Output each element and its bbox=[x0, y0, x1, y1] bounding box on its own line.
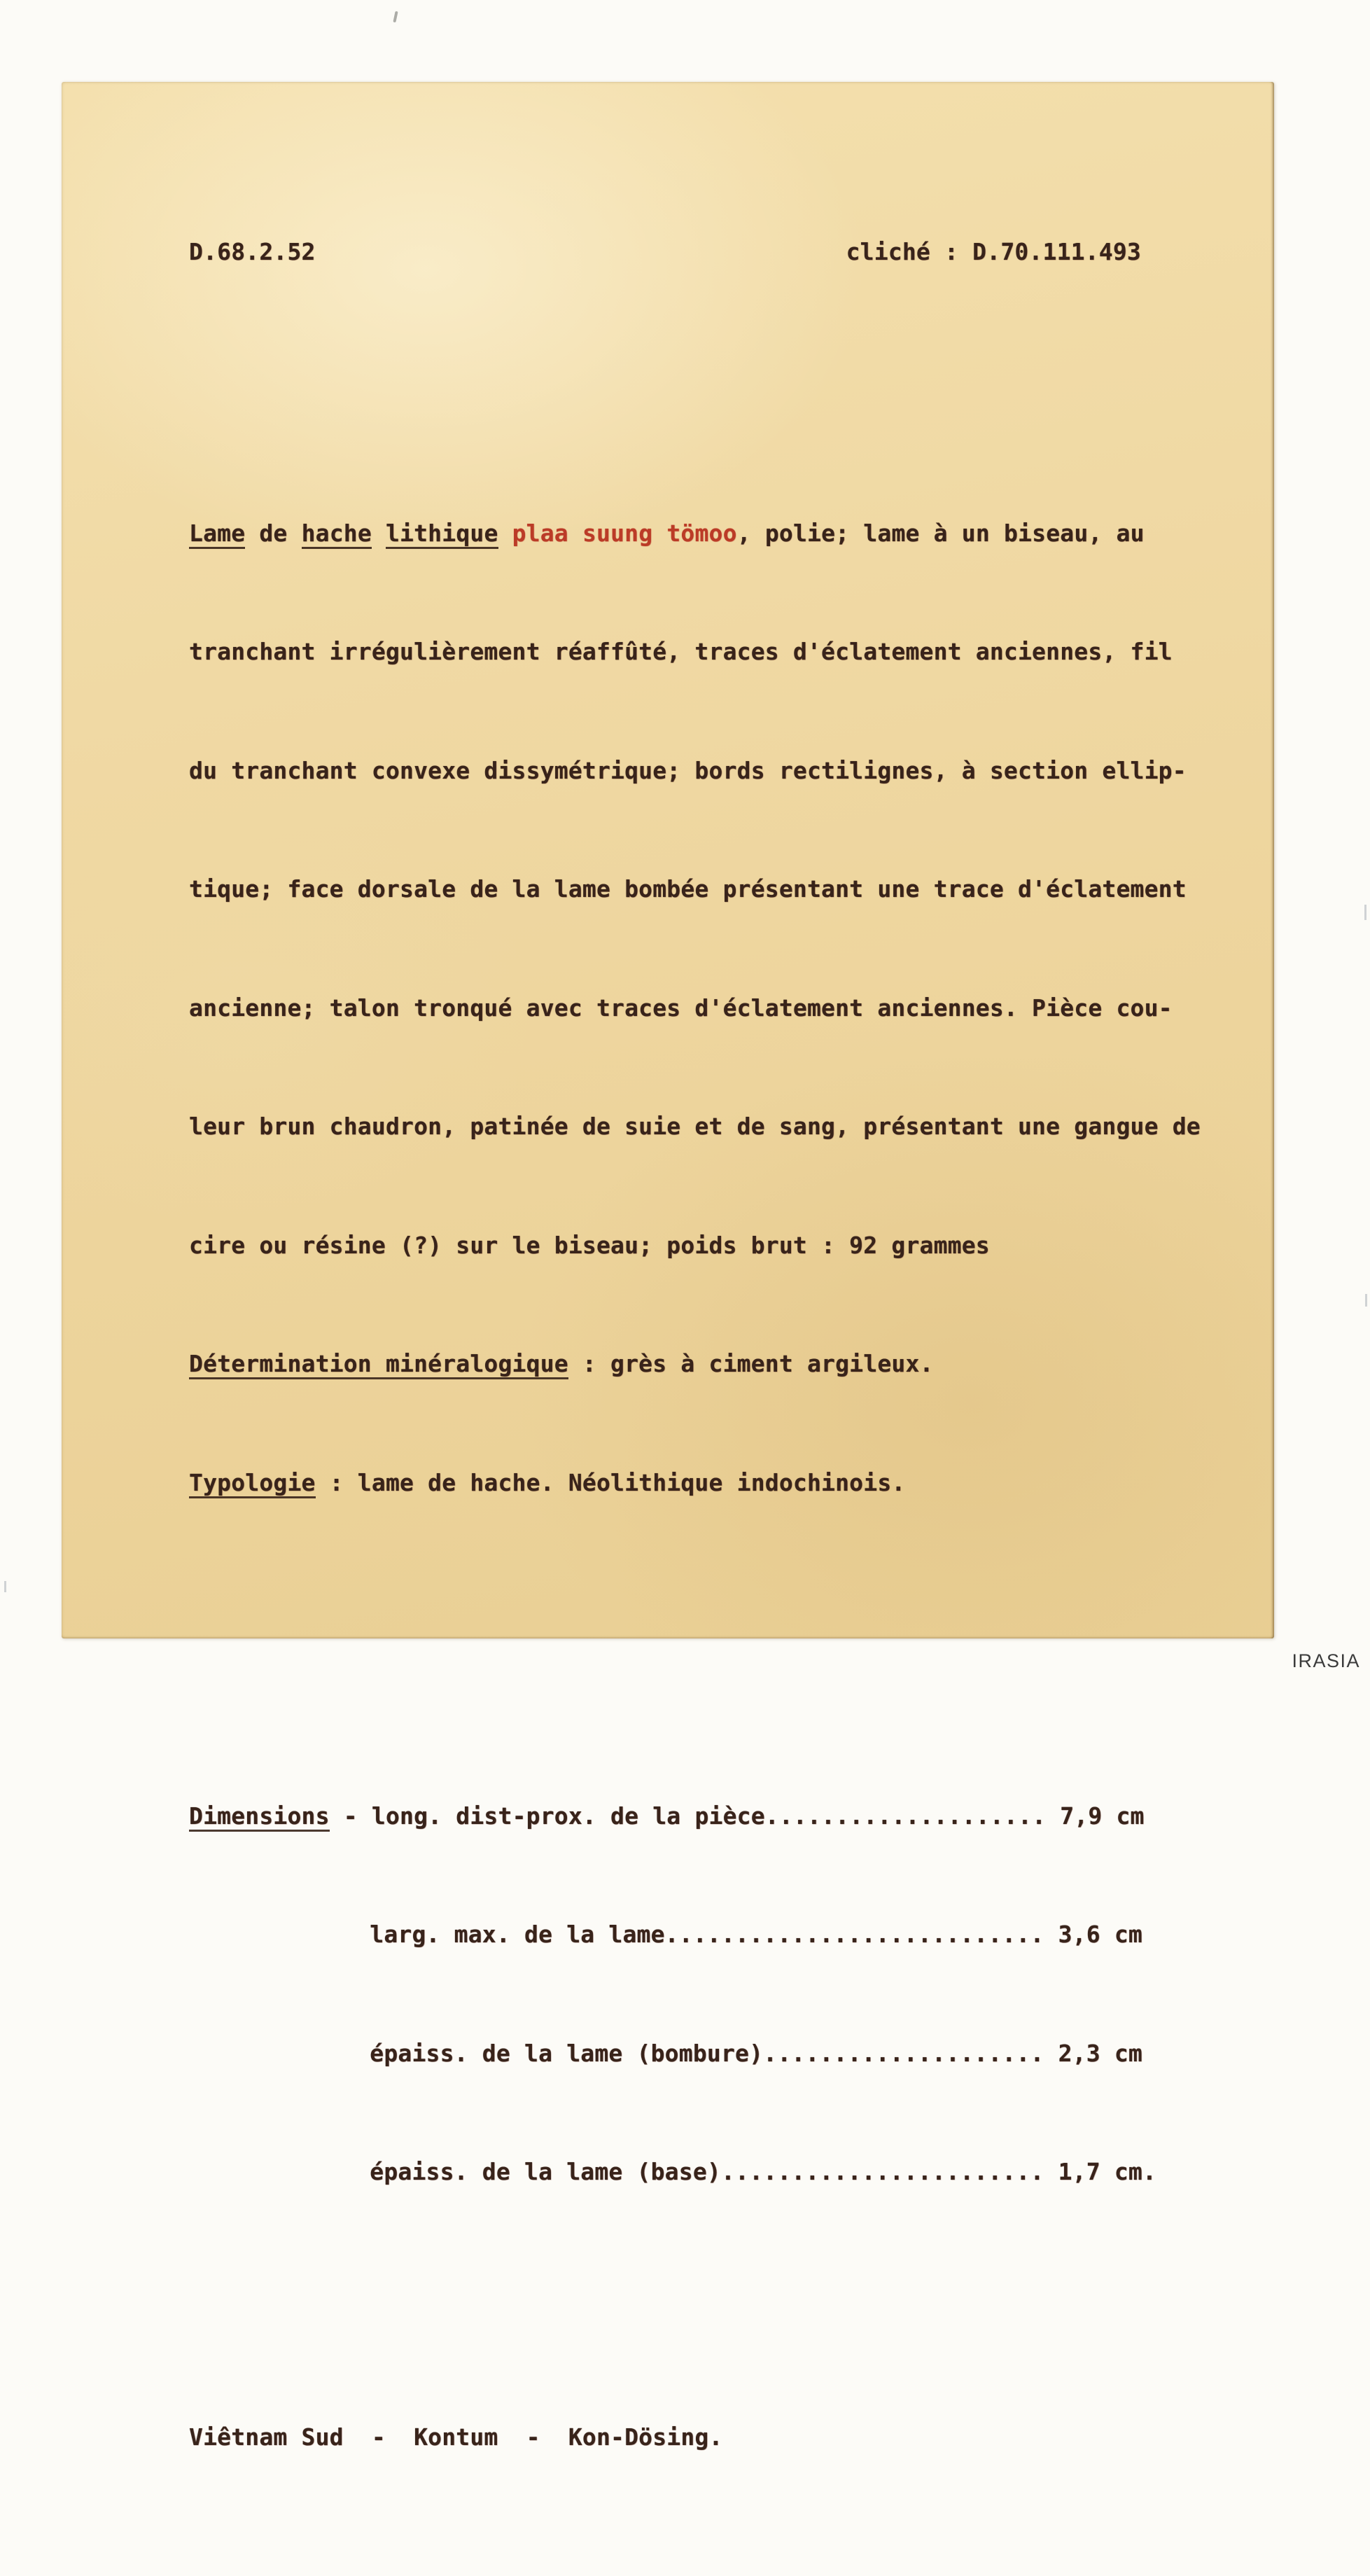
dimension-line: épaiss. de la lame (bombure).................... 2,3 cm bbox=[370, 2039, 1142, 2067]
description-line: du tranchant convexe dissymétrique; bords rectilignes, à section ellip- bbox=[189, 756, 1187, 784]
description-line: tique; face dorsale de la lame bombée présentant une trace d'éclatement bbox=[189, 875, 1187, 903]
provenance-line: Viêtnam Sud - Kontum - Kon-Dösing. bbox=[189, 2423, 723, 2451]
vernacular-name: plaa suung tömoo bbox=[512, 519, 737, 547]
typology-label: Typologie bbox=[189, 1469, 316, 1498]
description-line: ancienne; talon tronqué avec traces d'éclatement anciennes. Pièce cou- bbox=[189, 994, 1173, 1022]
mineralogy-label: Détermination minéralogique bbox=[189, 1350, 568, 1379]
catalog-card-paper bbox=[62, 82, 1274, 2451]
dimensions-block bbox=[189, 1718, 1183, 2271]
term-hache: hache bbox=[302, 520, 372, 549]
dimension-line: épaiss. de la lame (base)....................... 1,7 cm. bbox=[370, 2158, 1157, 2185]
term-lame: Lame bbox=[189, 520, 245, 549]
irasia-watermark: IRASIA bbox=[1292, 1650, 1360, 1671]
scan-artifact-tick bbox=[393, 11, 398, 22]
description-line: leur brun chaudron, patinée de suie et de sang, présentant une gangue de bbox=[189, 1113, 1201, 1140]
typewritten-content bbox=[189, 113, 1201, 2576]
card-header bbox=[189, 232, 1183, 272]
mineralogy-line: Détermination minéralogique : grès à ciment argileux. bbox=[189, 1344, 1183, 1384]
description-line: cire ou résine (?) sur le biseau; poids brut : 92 grammes bbox=[189, 1231, 990, 1259]
scan-artifact-dash bbox=[4, 1581, 6, 1592]
dimension-line: larg. max. de la lame........................... 3,6 cm bbox=[370, 1921, 1142, 1948]
dimension-line: Dimensions - long. dist-prox. de la pièce.................... 7,9 cm bbox=[189, 1797, 1183, 1837]
inventory-number: D.68.2.52 bbox=[189, 237, 316, 265]
dimensions-label: Dimensions bbox=[189, 1802, 330, 1832]
scan-artifact-dash bbox=[1365, 1294, 1367, 1307]
description-line: tranchant irrégulièrement réaffûté, traces d'éclatement anciennes, fil bbox=[189, 638, 1173, 665]
description-paragraph bbox=[189, 435, 1201, 1582]
term-lithique: lithique bbox=[386, 520, 498, 549]
typology-line: Typologie : lame de hache. Néolithique indochinois. bbox=[189, 1463, 1183, 1503]
scan-artifact-dash bbox=[1364, 905, 1366, 920]
description-line: Lame de hache lithique plaa suung tömoo, polie; lame à un biseau, au bbox=[189, 514, 1183, 554]
photo-reference: cliché : D.70.111.493 bbox=[846, 237, 1141, 265]
